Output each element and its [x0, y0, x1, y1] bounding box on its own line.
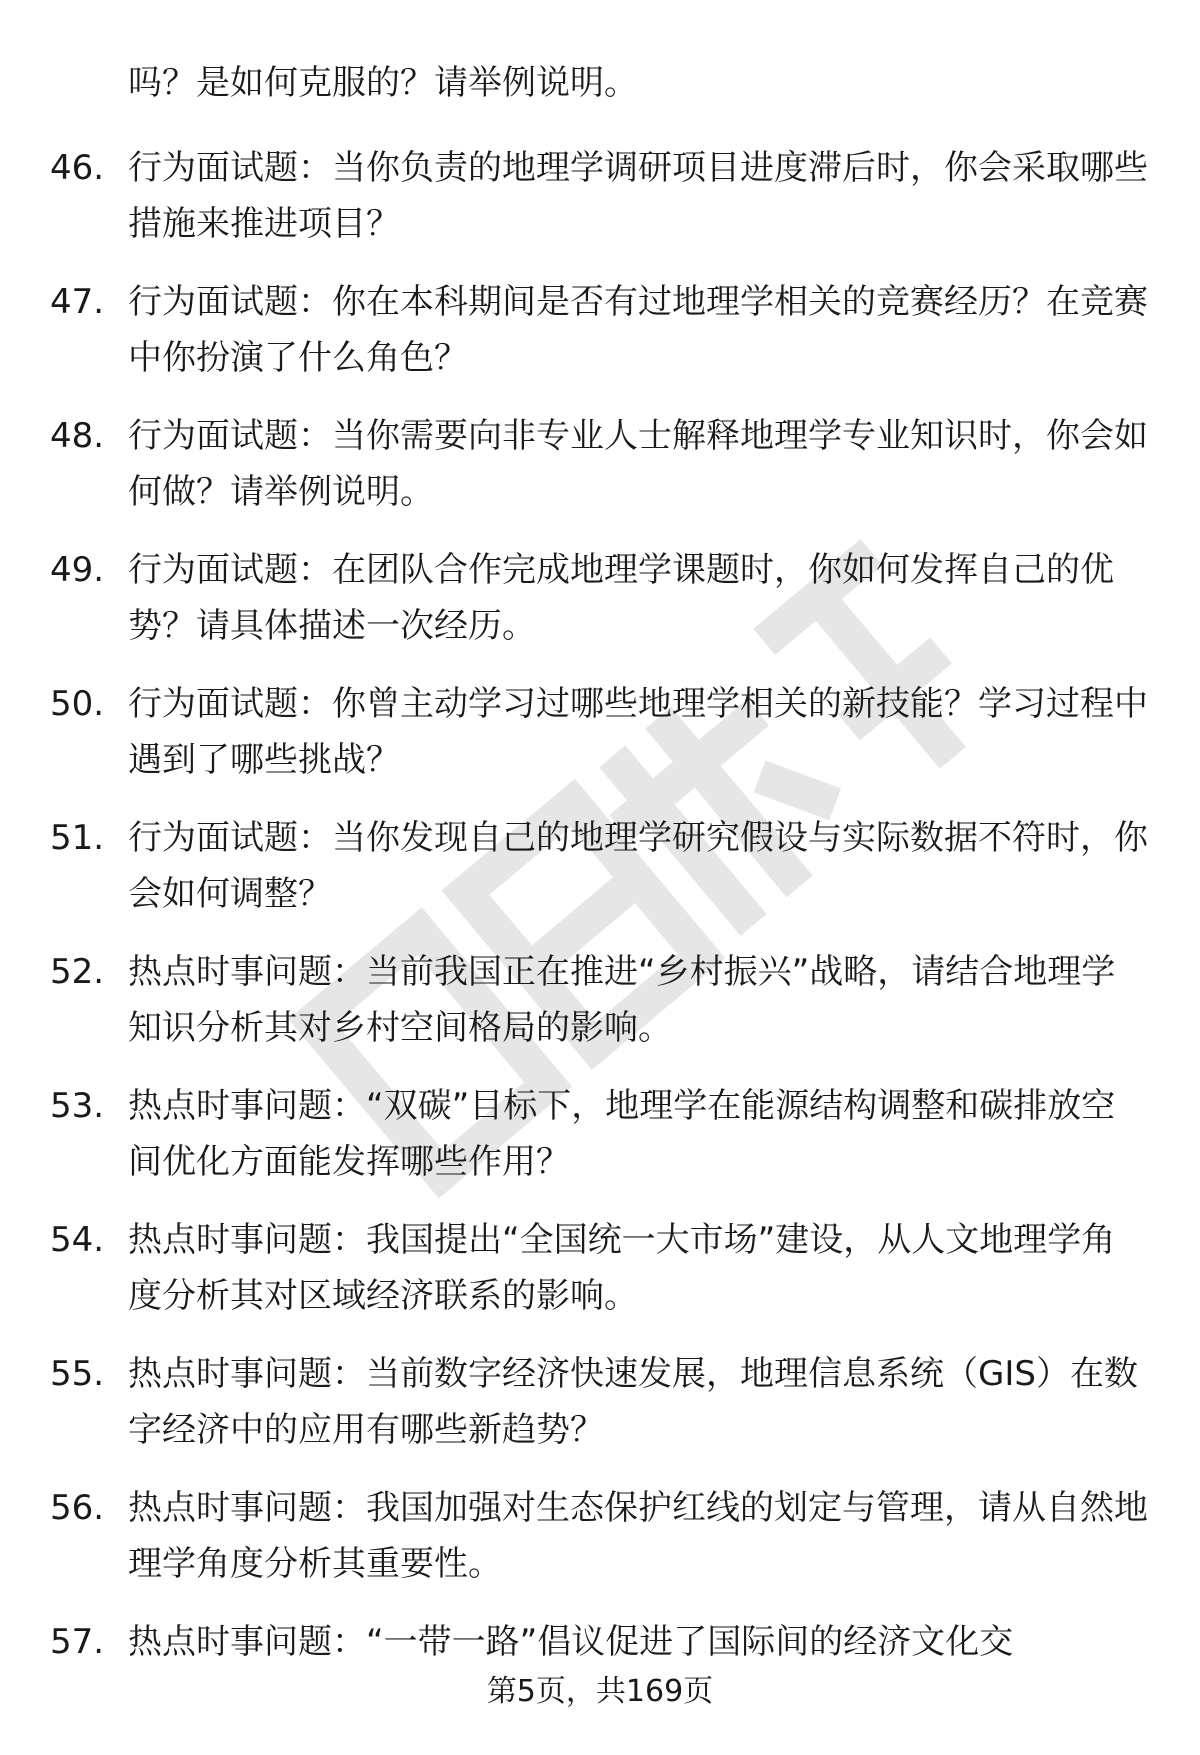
question-text: 热点时事问题：当前我国正在推进“乡村振兴”战略，请结合地理学知识分析其对乡村空间格局的影响。	[128, 952, 1116, 1048]
question-number: 56.	[50, 1488, 105, 1528]
list-item	[0, 810, 1200, 944]
question-text: 热点时事问题：当前数字经济快速发展，地理信息系统（GIS）在数字经济中的应用有哪些新趋势？	[128, 1354, 1138, 1450]
list-item	[0, 1212, 1200, 1346]
question-number: 54.	[50, 1220, 105, 1260]
question-number: 46.	[50, 148, 105, 188]
list-item	[0, 1480, 1200, 1614]
question-number: 52.	[50, 952, 105, 992]
question-text: 行为面试题：当你负责的地理学调研项目进度滞后时，你会采取哪些措施来推进项目？	[128, 148, 1148, 244]
question-number: 57.	[50, 1622, 105, 1662]
question-text: 行为面试题：你在本科期间是否有过地理学相关的竞赛经历？在竞赛中你扮演了什么角色？	[128, 282, 1148, 378]
list-item	[0, 140, 1200, 274]
list-item	[0, 676, 1200, 810]
question-number: 51.	[50, 818, 105, 858]
question-list	[0, 140, 1200, 1748]
question-text: 热点时事问题：我国加强对生态保护红线的划定与管理，请从自然地理学角度分析其重要性。	[128, 1488, 1148, 1584]
question-text: 热点时事问题：“双碳”目标下，地理学在能源结构调整和碳排放空间优化方面能发挥哪些作用？	[128, 1086, 1116, 1182]
list-item	[0, 1078, 1200, 1212]
question-number: 48.	[50, 416, 105, 456]
list-item	[0, 408, 1200, 542]
page-footer: 第5页，共169页	[486, 1674, 714, 1709]
question-number: 55.	[50, 1354, 105, 1394]
list-item	[0, 1346, 1200, 1480]
question-text: 热点时事问题：“一带一路”倡议促进了国际间的经济文化交	[128, 1622, 1014, 1662]
list-item	[0, 274, 1200, 408]
question-number: 50.	[50, 684, 105, 724]
list-item	[0, 542, 1200, 676]
list-item	[0, 944, 1200, 1078]
question-number: 53.	[50, 1086, 105, 1126]
question-text: 热点时事问题：我国提出“全国统一大市场”建设，从人文地理学角度分析其对区域经济联系的影响。	[128, 1220, 1116, 1316]
question-text: 行为面试题：在团队合作完成地理学课题时，你如何发挥自己的优势？请具体描述一次经历。	[128, 550, 1114, 646]
question-text: 行为面试题：当你发现自己的地理学研究假设与实际数据不符时，你会如何调整？	[128, 818, 1148, 914]
question-number: 49.	[50, 550, 105, 590]
question-number: 47.	[50, 282, 105, 322]
question-text: 行为面试题：当你需要向非专业人士解释地理学专业知识时，你会如何做？请举例说明。	[128, 416, 1148, 512]
continuation-line: 吗？是如何克服的？请举例说明。	[128, 63, 638, 103]
question-text: 行为面试题：你曾主动学习过哪些地理学相关的新技能？学习过程中遇到了哪些挑战？	[128, 684, 1148, 780]
